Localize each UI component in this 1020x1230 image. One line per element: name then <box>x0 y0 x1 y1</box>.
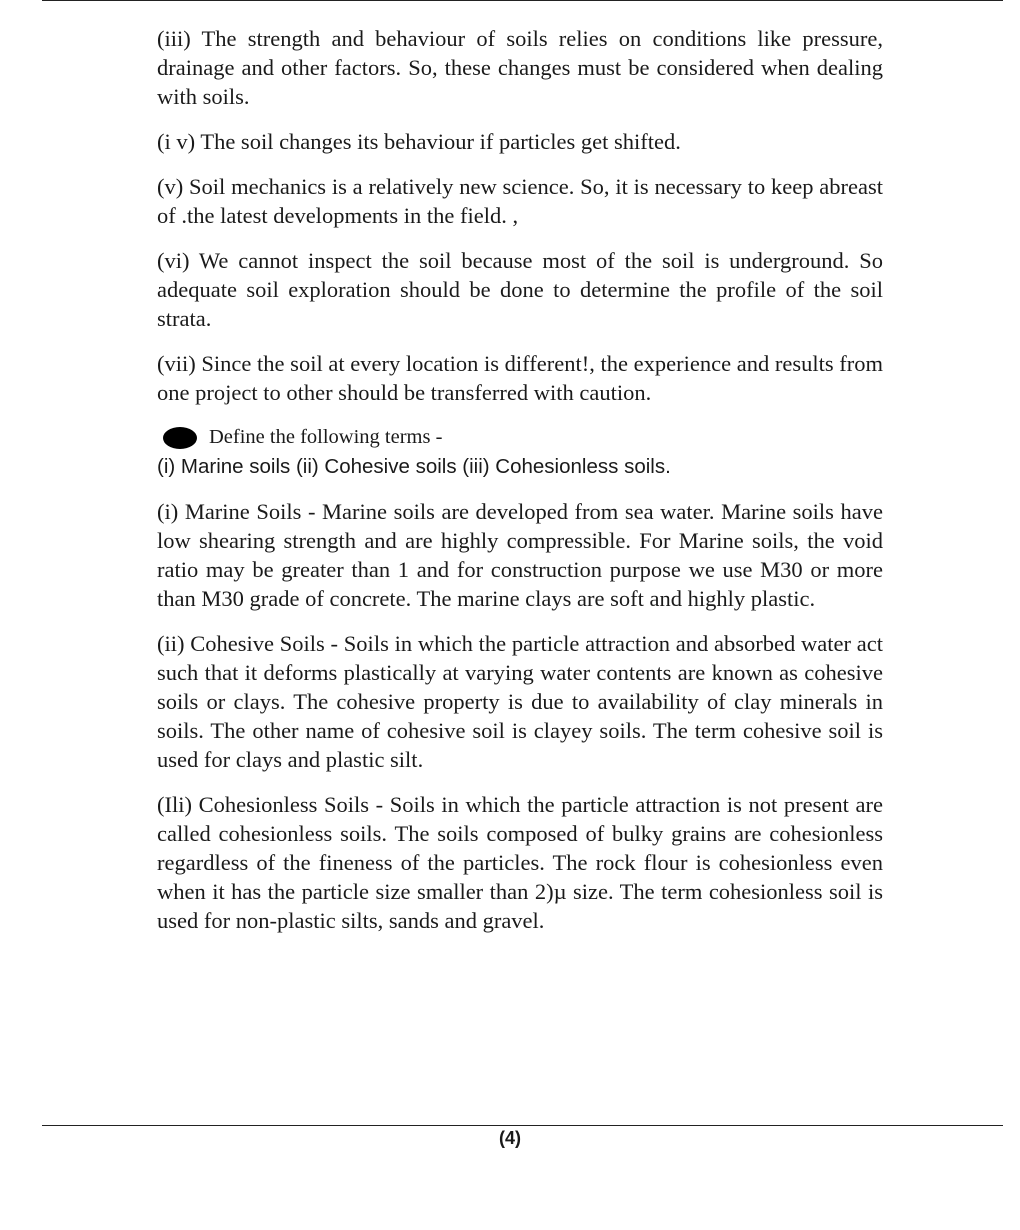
answer-cohesive-soils: (ii) Cohesive Soils - Soils in which the particle attraction and absorbed water act such that it deforms plastically at varying water contents are known as cohesive soils or clays. The cohesive property is due to availability of clay minerals in soils. The other name of cohesive soil is clayey soils. The term cohesive soil is used for clays and plastic silt. <box>157 631 883 772</box>
answer-marine-soils: (i) Marine Soils - Marine soils are developed from sea water. Marine soils have low shearing strength and are highly compressible. For Marine soils, the void ratio may be greater than 1 and for construction purpose we use M30 or more than M30 grade of concrete. The marine clays are soft and highly plastic. <box>157 499 883 611</box>
answer-cohesionless-soils: (Ili) Cohesionless Soils - Soils in which the particle attraction is not present are called cohesionless soils. The soils composed of bulky grains are cohesionless regardless of the fineness of the particles. The rock flour is cohesionless even when it has the particle size smaller than 2)µ size. The term cohesionless soil is used for non-plastic silts, sands and gravel. <box>157 792 883 933</box>
page-number: (4) <box>499 1128 521 1148</box>
top-rule <box>42 0 1003 1</box>
paragraph-iii: (iii) The strength and behaviour of soils relies on conditions like pressure, drainage and other factors. So, these changes must be considered when dealing with soils. <box>157 26 883 109</box>
question-heading <box>157 423 883 452</box>
paragraph-vii: (vii) Since the soil at every location is different!, the experience and results from one project to other should be transferred with caution. <box>157 351 883 405</box>
question-heading-text: Define the following terms - <box>209 426 443 448</box>
paragraph-vi: (vi) We cannot inspect the soil because most of the soil is underground. So adequate soil exploration should be done to determine the profile of the soil strata. <box>157 248 883 331</box>
bullet-icon <box>163 427 197 449</box>
paragraph-iv: (i v) The soil changes its behaviour if particles get shifted. <box>157 129 681 154</box>
page-body <box>157 24 883 951</box>
paragraph-v: (v) Soil mechanics is a relatively new science. So, it is necessary to keep abreast of .the latest developments in the field. , <box>157 174 883 228</box>
question-terms: (i) Marine soils (ii) Cohesive soils (iii) Cohesionless soils. <box>157 455 671 478</box>
